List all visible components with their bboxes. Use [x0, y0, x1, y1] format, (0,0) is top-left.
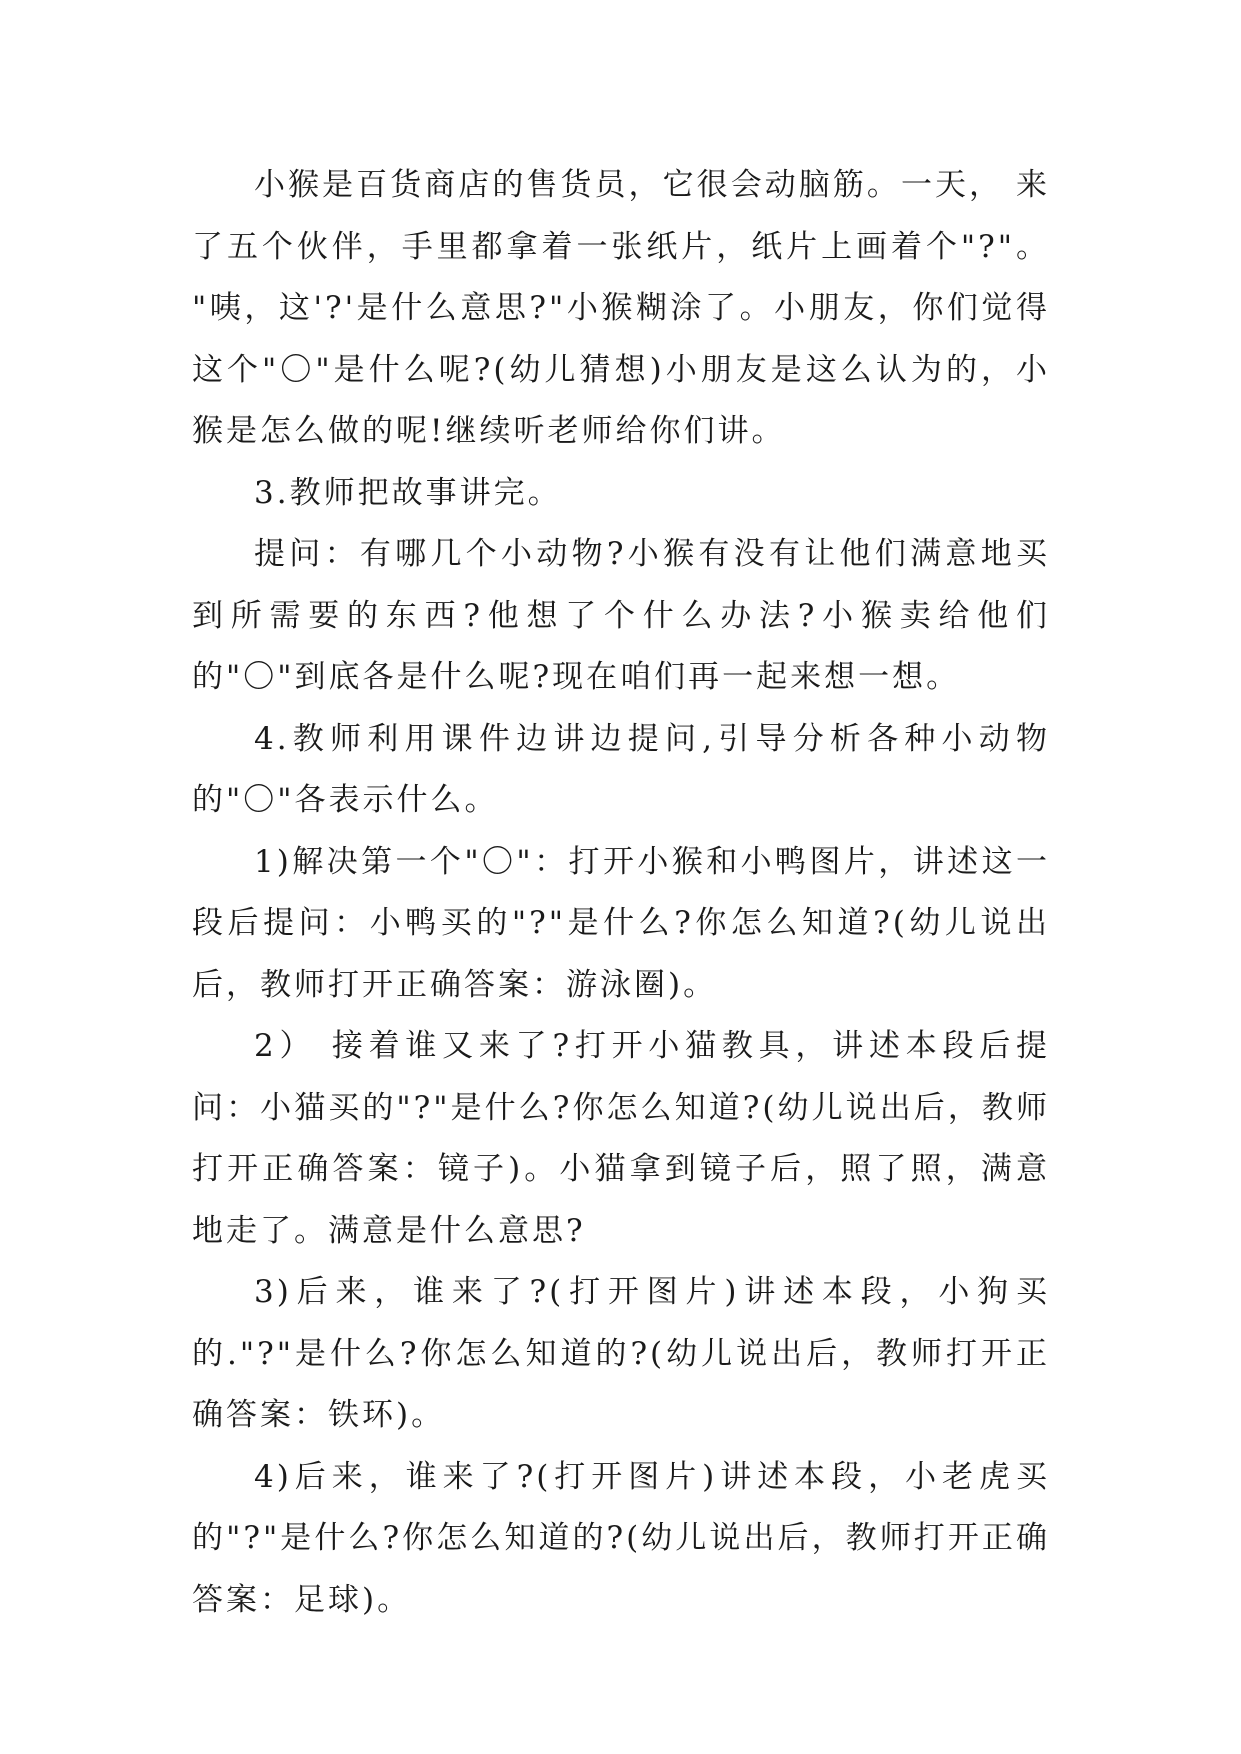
paragraph-substep-3: 3)后来，谁来了?(打开图片)讲述本段，小狗买的."?"是什么?你怎么知道的?(幼儿说出后，教师打开正确答案：铁环)。 — [192, 1274, 1050, 1433]
paragraph-step-4: 4.教师利用课件边讲边提问,引导分析各种小动物的"〇"各表示什么。 — [192, 720, 1050, 818]
paragraph-step-3: 3.教师把故事讲完。 — [254, 474, 562, 511]
paragraph-story-intro: 小猴是百货商店的售货员，它很会动脑筋。一天， 来了五个伙伴，手里都拿着一张纸片，纸片上画着个"?"。 "咦，这'?'是什么意思?"小猴糊涂了。小朋友，你们觉得这个"〇"是什么呢?(幼儿猜想)小朋友是这么认为的，小猴是怎么做的呢!继续听老师给你们讲。 — [192, 167, 1050, 449]
document-body — [192, 155, 1050, 1631]
paragraph-substep-4: 4)后来，谁来了?(打开图片)讲述本段，小老虎买的"?"是什么?你怎么知道的?(幼儿说出后，教师打开正确答案：足球)。 — [192, 1458, 1050, 1618]
paragraph-questions: 提问：有哪几个小动物?小猴有没有让他们满意地买到所需要的东西?他想了个什么办法?小猴卖给他们的"〇"到底各是什么呢?现在咱们再一起来想一想。 — [192, 536, 1050, 695]
paragraph-substep-2: 2） 接着谁又来了?打开小猫教具，讲述本段后提问：小猫买的"?"是什么?你怎么知道?(幼儿说出后，教师打开正确答案：镜子)。小猫拿到镜子后，照了照，满意地走了。满意是什么意思? — [192, 1028, 1050, 1249]
paragraph-substep-1: 1)解决第一个"〇"：打开小猴和小鸭图片，讲述这一段后提问：小鸭买的"?"是什么?你怎么知道?(幼儿说出后，教师打开正确答案：游泳圈)。 — [192, 843, 1050, 1003]
